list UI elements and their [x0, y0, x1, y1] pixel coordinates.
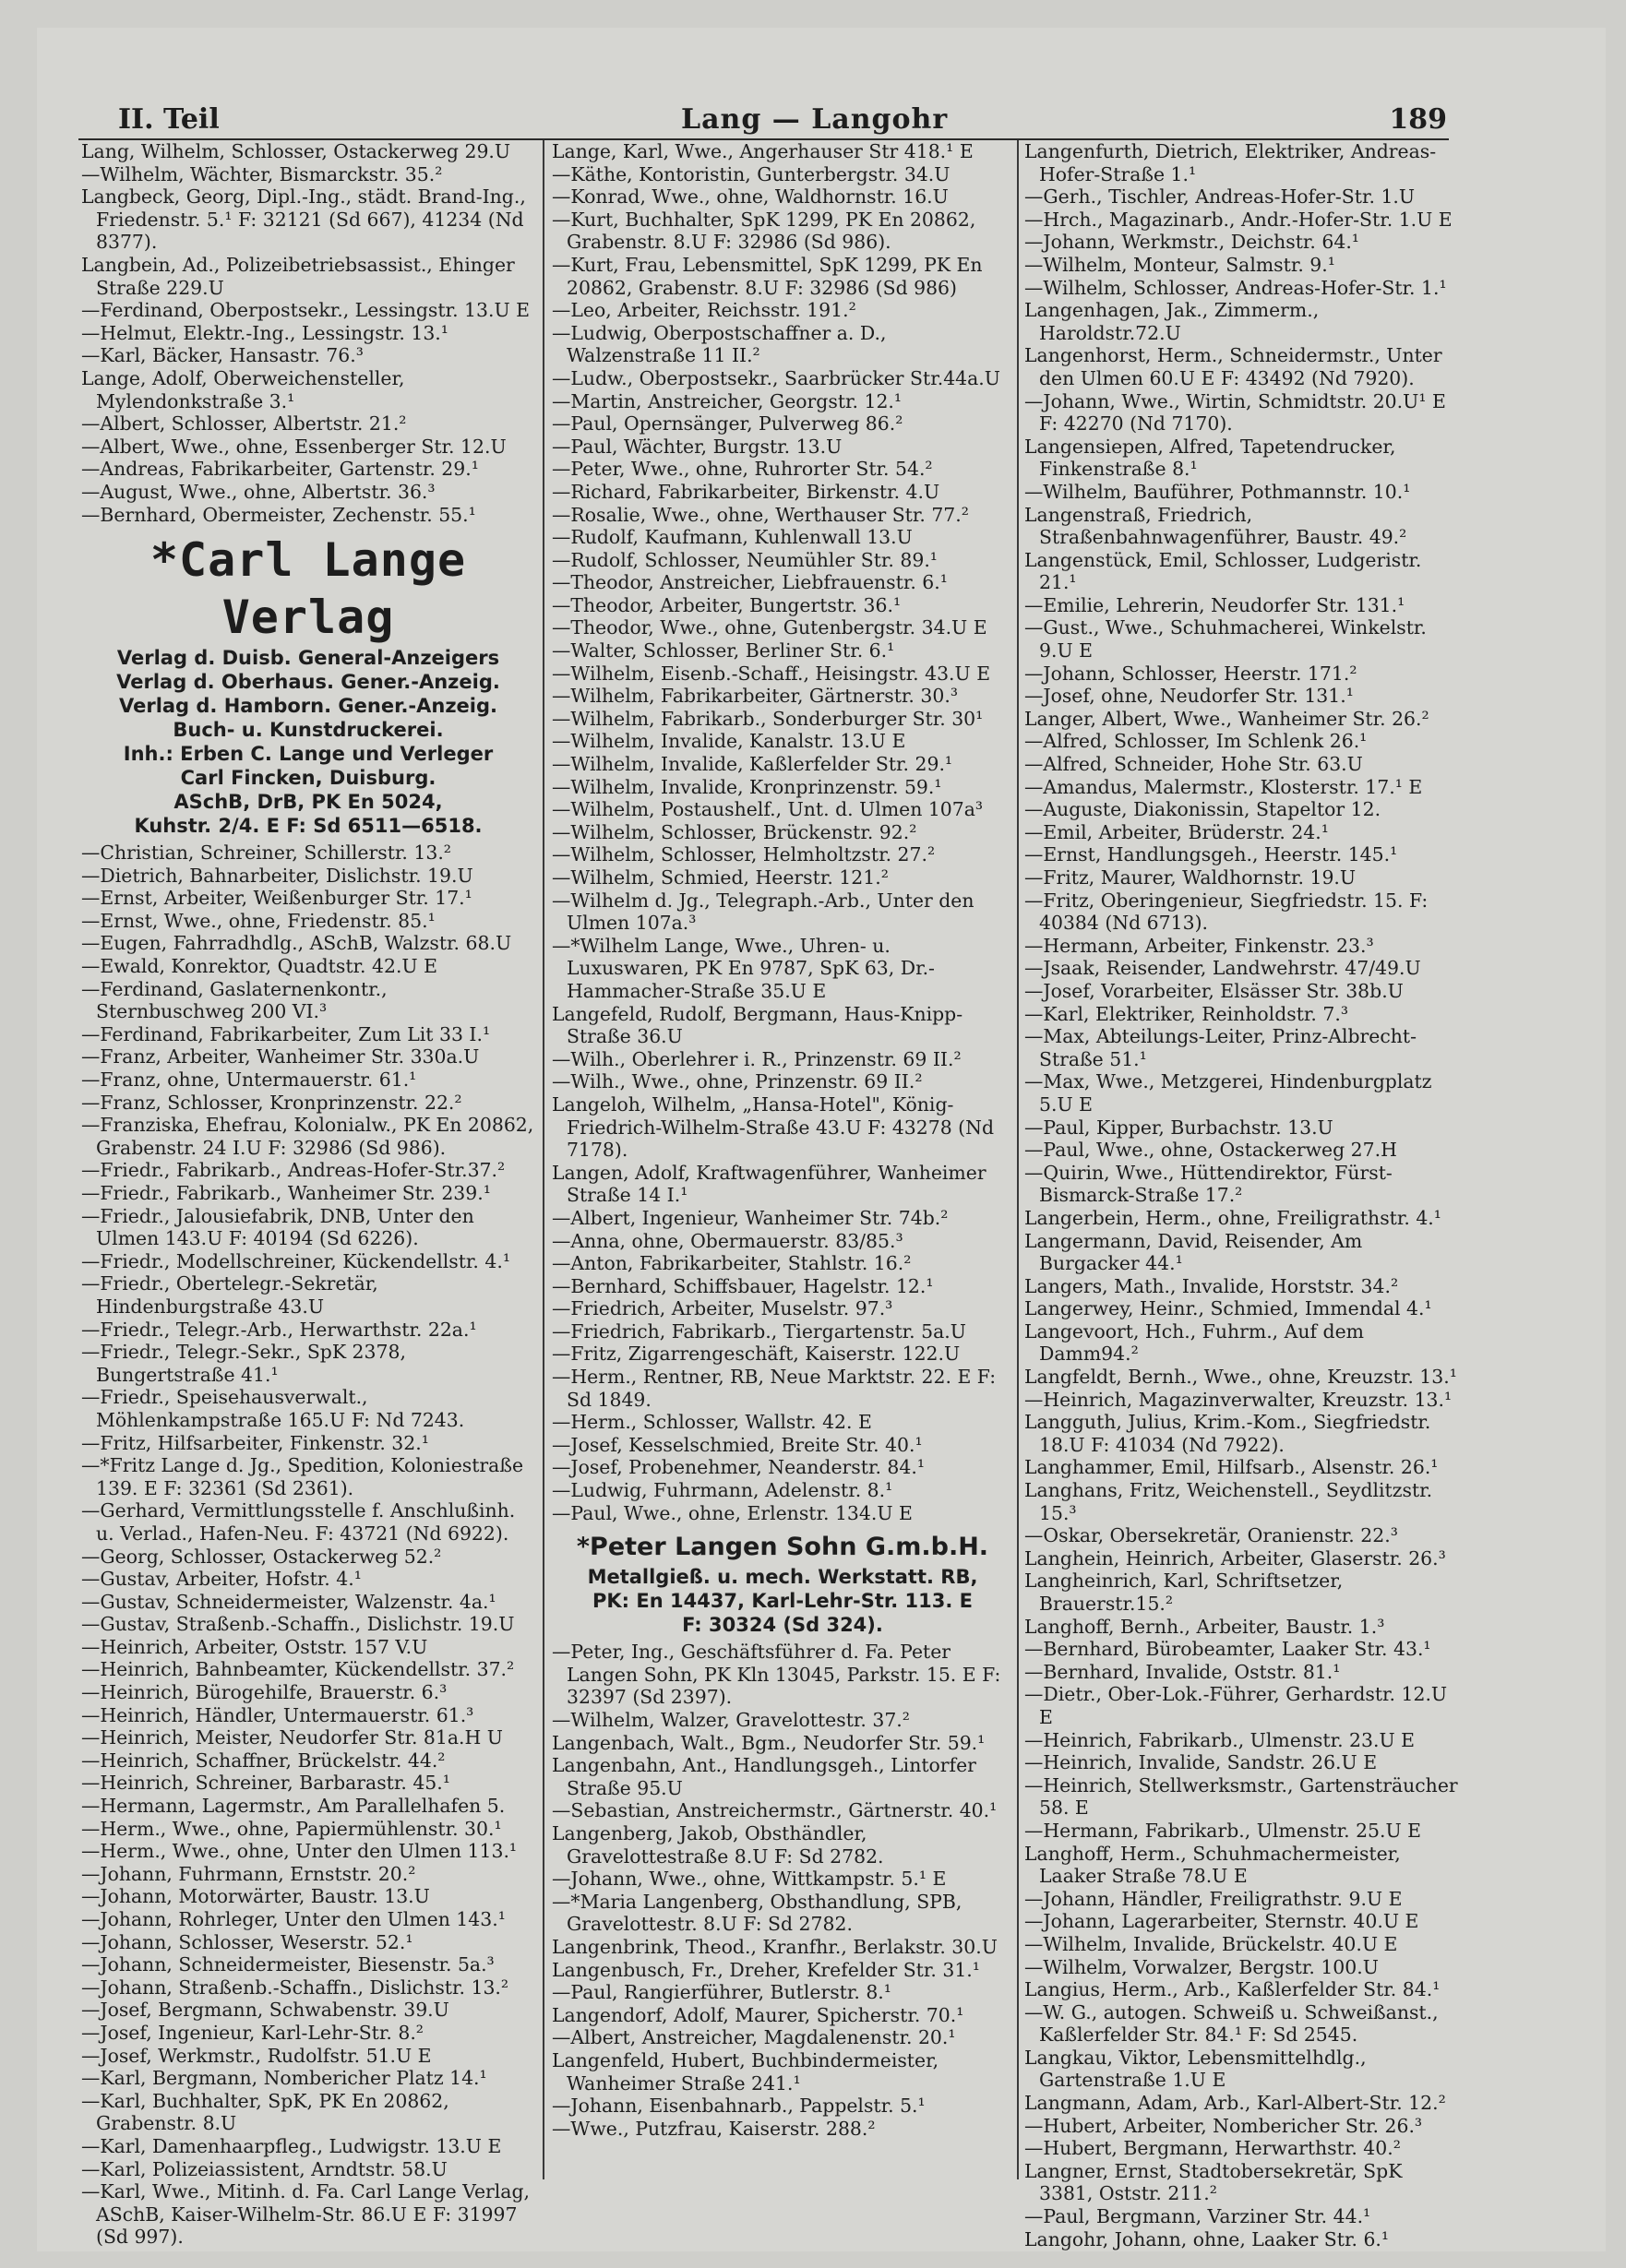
directory-entry: —Herm., Wwe., ohne, Papiermühlenstr. 30.¹ — [81, 1817, 502, 1840]
directory-entry: —Emilie, Lehrerin, Neudorfer Str. 131.¹ — [1024, 593, 1405, 616]
directory-entry: —Karl, Polizeiassistent, Arndtstr. 58.U — [81, 2157, 448, 2180]
directory-entry: Langerbein, Herm., ohne, Freiligrathstr. 4.¹ — [1024, 1206, 1441, 1229]
directory-entry: —*Maria Langenberg, Obsthandlung, SPB, Gravelottestr. 8.U F: Sd 2782. — [552, 1890, 962, 1936]
page-header — [81, 103, 1447, 140]
directory-entry: —Heinrich, Bahnbeamter, Kückendellstr. 37.² — [81, 1658, 515, 1681]
entries-col1-bottom — [81, 842, 535, 2249]
directory-entry: —Hubert, Bergmann, Herwarthstr. 40.² — [1024, 2137, 1401, 2160]
directory-entry: Langendorf, Adolf, Maurer, Spicherstr. 70.¹ — [552, 2003, 964, 2026]
directory-entry: —Kurt, Frau, Lebensmittel, SpK 1299, PK En 20862, Grabenstr. 8.U F: 32986 (Sd 986) — [552, 253, 983, 299]
directory-entry: —Ernst, Wwe., ohne, Friedenstr. 85.¹ — [81, 909, 436, 932]
directory-entry: —Bernhard, Schiffsbauer, Hagelstr. 12.¹ — [552, 1274, 934, 1297]
directory-entry: —Friedr., Telegr.-Sekr., SpK 2378, Bungertstraße 41.¹ — [81, 1341, 406, 1386]
directory-entry: —Paul, Kipper, Burbachstr. 13.U — [1024, 1116, 1333, 1139]
directory-entry: —Hermann, Fabrikarb., Ulmenstr. 25.U E — [1024, 1819, 1422, 1842]
directory-entry: —Wilhelm, Schlosser, Helmholtzstr. 27.² — [552, 843, 936, 866]
directory-entry: —Heinrich, Fabrikarb., Ulmenstr. 23.U E — [1024, 1728, 1416, 1751]
directory-entry: —Max, Abteilungs-Leiter, Prinz-Albrecht-Straße 51.¹ — [1024, 1025, 1417, 1070]
directory-entry: —Rudolf, Schlosser, Neumühler Str. 89.¹ — [552, 548, 938, 571]
directory-entry: —Wilhelm, Schlosser, Brückenstr. 92.² — [552, 820, 917, 843]
directory-entry: —Theodor, Arbeiter, Bungertstr. 36.¹ — [552, 593, 902, 616]
ad-title: *Peter Langen Sohn G.m.b.H. — [576, 1533, 989, 1562]
directory-entry: Langhein, Heinrich, Arbeiter, Glaserstr. 26.³ — [1024, 1546, 1446, 1570]
directory-entry: —Fritz, Hilfsarbeiter, Finkenstr. 32.¹ — [81, 1431, 429, 1454]
directory-entry: —Alfred, Schlosser, Im Schlenk 26.¹ — [1024, 730, 1368, 753]
directory-entry: —Ewald, Konrektor, Quadtstr. 42.U E — [81, 955, 437, 978]
ad-line: Verlag d. Oberhaus. Gener.-Anzeig. — [116, 671, 500, 694]
entries-col1-top — [81, 140, 535, 526]
directory-entry: —Karl, Damenhaarpfleg., Ludwigstr. 13.U E — [81, 2134, 502, 2157]
directory-entry: Langhoff, Herm., Schuhmachermeister, Laaker Straße 78.U E — [1024, 1842, 1401, 1888]
ad-line: Buch- u. Kunstdruckerei. — [173, 719, 444, 742]
directory-entry: Langkau, Viktor, Lebensmittelhdlg., Gartenstraße 1.U E — [1024, 2046, 1367, 2092]
page-number: 189 — [1389, 103, 1447, 136]
directory-entry: —Johann, Werkmstr., Deichstr. 64.¹ — [1024, 231, 1359, 254]
directory-entry: Langbeck, Georg, Dipl.-Ing., städt. Brand-Ing., Friedenstr. 5.¹ F: 32121 (Sd 667), 41234 (Nd 8377). — [81, 185, 526, 254]
column-divider — [543, 140, 544, 2179]
directory-entry: —Johann, Wwe., Wirtin, Schmidtstr. 20.U¹ E F: 42270 (Nd 7170). — [1024, 389, 1446, 436]
directory-entry: —Bernhard, Bürobeamter, Laaker Str. 43.¹ — [1024, 1638, 1431, 1661]
directory-entry: —Wilhelm, Wächter, Bismarckstr. 35.² — [81, 162, 443, 185]
directory-entry: —Johann, Schlosser, Heerstr. 171.² — [1024, 662, 1357, 685]
directory-entry: Langner, Ernst, Stadtobersekretär, SpK 3381, Oststr. 211.² — [1024, 2159, 1403, 2205]
entries-col3 — [1024, 140, 1458, 2250]
directory-entry: Langermann, David, Reisender, Am Burgacker 44.¹ — [1024, 1229, 1363, 1275]
directory-entry: —Fritz, Maurer, Waldhornstr. 19.U — [1024, 866, 1357, 889]
directory-entry: —Martin, Anstreicher, Georgstr. 12.¹ — [552, 389, 903, 412]
directory-entry: —Alfred, Schneider, Hohe Str. 63.U — [1024, 753, 1363, 776]
directory-entry: —Paul, Opernsänger, Pulverweg 86.² — [552, 412, 903, 436]
directory-entry: —Gust., Wwe., Schuhmacherei, Winkelstr. 9.U E — [1024, 616, 1427, 662]
directory-entry: —Heinrich, Schaffner, Brückelstr. 44.² — [81, 1749, 446, 1772]
directory-entry: —Friedrich, Fabrikarb., Tiergartenstr. 5a.U — [552, 1319, 966, 1343]
directory-entry: —Fritz, Oberingenieur, Siegfriedstr. 15. F: 40384 (Nd 6713). — [1024, 889, 1429, 935]
ad-line: F: 30324 (Sd 324). — [682, 1614, 883, 1637]
directory-entry: —Fritz, Zigarrengeschäft, Kaiserstr. 122.U — [552, 1343, 961, 1366]
directory-entry: —Heinrich, Händler, Untermauerstr. 61.³ — [81, 1703, 474, 1726]
directory-entry: —Ernst, Arbeiter, Weißenburger Str. 17.¹ — [81, 887, 472, 910]
directory-entry: Langhoff, Bernh., Arbeiter, Baustr. 1.³ — [1024, 1615, 1385, 1638]
directory-entry: —Johann, Wwe., ohne, Wittkampstr. 5.¹ E — [552, 1868, 947, 1891]
directory-entry: Langenfeld, Hubert, Buchbindermeister, Wanheimer Straße 241.¹ — [552, 2048, 939, 2095]
ad-title: *Carl Lange Verlag — [149, 533, 467, 645]
directory-entry: —Emil, Arbeiter, Brüderstr. 24.¹ — [1024, 820, 1329, 843]
directory-entry: —Christian, Schreiner, Schillerstr. 13.² — [81, 842, 451, 865]
directory-entry: —Johann, Fuhrmann, Ernststr. 20.² — [81, 1862, 416, 1885]
directory-entry: —Jsaak, Reisender, Landwehrstr. 47/49.U — [1024, 957, 1421, 980]
directory-entry: —Amandus, Malermstr., Klosterstr. 17.¹ E — [1024, 775, 1423, 798]
directory-entry: —Georg, Schlosser, Ostackerweg 52.² — [81, 1545, 442, 1568]
directory-entry: —Karl, Elektriker, Reinholdstr. 7.³ — [1024, 1002, 1349, 1025]
directory-entry: —Friedr., Jalousiefabrik, DNB, Unter den Ulmen 143.U F: 40194 (Sd 6226). — [81, 1204, 474, 1250]
directory-entry: —Hermann, Lagermstr., Am Parallelhafen 5. — [81, 1795, 506, 1818]
directory-entry: Langohr, Johann, ohne, Laaker Str. 6.¹ — [1024, 2227, 1390, 2250]
directory-entry: Langius, Herm., Arb., Kaßlerfelder Str. 84.¹ — [1024, 1978, 1441, 2001]
column-1 — [81, 140, 535, 2249]
directory-entry: —Eugen, Fahrradhdlg., ASchB, Walzstr. 68.U — [81, 932, 512, 955]
entries-col2-top — [552, 140, 1013, 1524]
ad-line: Metallgieß. u. mech. Werkstatt. RB, — [587, 1566, 978, 1589]
ad-line: Verlag d. Duisb. General-Anzeigers — [116, 647, 500, 670]
directory-entry: Langenhagen, Jak., Zimmerm., Haroldstr.72.U — [1024, 299, 1320, 344]
directory-entry: —Rudolf, Kaufmann, Kuhlenwall 13.U — [552, 526, 913, 549]
directory-entry: —Walter, Schlosser, Berliner Str. 6.¹ — [552, 639, 895, 662]
directory-entry: —Albert, Ingenieur, Wanheimer Str. 74b.² — [552, 1206, 949, 1229]
directory-entry: —Josef, Kesselschmied, Breite Str. 40.¹ — [552, 1433, 923, 1456]
directory-entry: —Leo, Arbeiter, Reichsstr. 191.² — [552, 299, 856, 322]
directory-entry: Langevoort, Hch., Fuhrm., Auf dem Damm94.² — [1024, 1319, 1364, 1366]
directory-entry: —Paul, Bergmann, Varziner Str. 44.¹ — [1024, 2205, 1371, 2228]
directory-entry: —Gerhard, Vermittlungsstelle f. Anschlußinh. u. Verlad., Hafen-Neu. F: 43721 (Nd 6922). — [81, 1499, 516, 1545]
directory-entry: —Wilhelm, Schlosser, Andreas-Hofer-Str. 1.¹ — [1024, 276, 1447, 299]
directory-entry: —Josef, Ingenieur, Karl-Lehr-Str. 8.² — [81, 2021, 424, 2044]
directory-entry: —Heinrich, Magazinverwalter, Kreuzstr. 13.¹ — [1024, 1388, 1453, 1411]
directory-entry: —Johann, Händler, Freiligrathstr. 9.U E — [1024, 1887, 1403, 1910]
directory-entry: —Helmut, Elektr.-Ing., Lessingstr. 13.¹ — [81, 321, 448, 344]
directory-entry: Langguth, Julius, Krim.-Kom., Siegfriedstr. 18.U F: 41034 (Nd 7922). — [1024, 1411, 1431, 1456]
directory-entry: —Johann, Schneidermeister, Biesenstr. 5a.³ — [81, 1953, 495, 1976]
ad-peter-langen-sohn — [552, 1530, 1013, 1637]
directory-entry: —Josef, ohne, Neudorfer Str. 131.¹ — [1024, 685, 1354, 708]
directory-entry: —Hrch., Magazinarb., Andr.-Hofer-Str. 1.U E — [1024, 208, 1453, 231]
directory-entry: —Hubert, Arbeiter, Nombericher Str. 26.³ — [1024, 2114, 1423, 2137]
directory-entry: —Friedr., Telegr.-Arb., Herwarthstr. 22a.¹ — [81, 1318, 477, 1341]
directory-entry: —Gustav, Schneidermeister, Walzenstr. 4a.¹ — [81, 1590, 496, 1613]
directory-entry: Langenstraß, Friedrich, Straßenbahnwagenführer, Baustr. 49.² — [1024, 503, 1407, 549]
directory-entry: Langhammer, Emil, Hilfsarb., Alsenstr. 26.¹ — [1024, 1456, 1439, 1479]
directory-entry: Langefeld, Rudolf, Bergmann, Haus-Knipp-Straße 36.U — [552, 1002, 963, 1048]
directory-entry: —Wilhelm, Invalide, Kanalstr. 13.U E — [552, 730, 906, 753]
directory-entry: —Wilhelm, Monteur, Salmstr. 9.¹ — [1024, 253, 1335, 276]
entries-col2-bottom — [552, 1641, 1013, 2140]
directory-entry: Langbein, Ad., Polizeibetriebsassist., Ehinger Straße 229.U — [81, 253, 515, 299]
directory-entry: Lange, Adolf, Oberweichensteller, Mylendonkstraße 3.¹ — [81, 366, 405, 412]
directory-entry: —Ernst, Handlungsgeh., Heerstr. 145.¹ — [1024, 843, 1398, 866]
directory-entry: —Rosalie, Wwe., ohne, Werthauser Str. 77.² — [552, 503, 969, 526]
directory-entry: Langenbrink, Theod., Kranfhr., Berlakstr. 30.U — [552, 1935, 998, 1958]
directory-entry: —Auguste, Diakonissin, Stapeltor 12. — [1024, 798, 1381, 821]
directory-entry: —Heinrich, Schreiner, Barbarastr. 45.¹ — [81, 1772, 450, 1795]
directory-entry: —Franz, Schlosser, Kronprinzenstr. 22.² — [81, 1091, 462, 1114]
directory-entry: —Herm., Wwe., ohne, Unter den Ulmen 113.¹ — [81, 1840, 518, 1863]
directory-entry: —Josef, Vorarbeiter, Elsässer Str. 38b.U — [1024, 979, 1404, 1002]
directory-entry: Langhans, Fritz, Weichenstell., Seydlitzstr. 15.³ — [1024, 1479, 1433, 1524]
directory-entry: —Ludw., Oberpostsekr., Saarbrücker Str.44a.U — [552, 366, 1000, 389]
directory-entry: —Wilhelm, Eisenb.-Schaff., Heisingstr. 43.U E — [552, 662, 991, 685]
directory-entry: —Dietr., Ober-Lok.-Führer, Gerhardstr. 12.U E — [1024, 1683, 1448, 1728]
directory-entry: —August, Wwe., ohne, Albertstr. 36.³ — [81, 480, 436, 503]
directory-entry: —Paul, Wwe., ohne, Ostackerweg 27.H — [1024, 1139, 1397, 1162]
directory-entry: —*Wilhelm Lange, Wwe., Uhren- u. Luxuswaren, PK En 9787, SpK 63, Dr.-Hammacher-Straße 35.U E — [552, 934, 935, 1002]
directory-entry: Langenbusch, Fr., Dreher, Krefelder Str. 31.¹ — [552, 1958, 980, 1981]
directory-entry: —Wilhelm, Bauführer, Pothmannstr. 10.¹ — [1024, 480, 1411, 503]
directory-entry: —Gustav, Straßenb.-Schaffn., Dislichstr. 19.U — [81, 1613, 515, 1636]
directory-entry: —Karl, Bergmann, Nombericher Platz 14.¹ — [81, 2067, 487, 2090]
directory-entry: —Heinrich, Arbeiter, Oststr. 157 V.U — [81, 1635, 428, 1658]
directory-entry: —Peter, Ing., Geschäftsführer d. Fa. Peter Langen Sohn, PK Kln 13045, Parkstr. 15. E F: 32397 (Sd 2397). — [552, 1641, 1001, 1709]
directory-entry: —Käthe, Kontoristin, Gunterbergstr. 34.U — [552, 162, 950, 185]
directory-entry: —Franziska, Ehefrau, Kolonialw., PK En 20862, Grabenstr. 24 I.U F: 32986 (Sd 986). — [81, 1114, 534, 1159]
directory-entry: —Franz, ohne, Untermauerstr. 61.¹ — [81, 1068, 417, 1092]
directory-entry: Langenfurth, Dietrich, Elektriker, Andreas-Hofer-Straße 1.¹ — [1024, 140, 1437, 185]
directory-entry: —Ferdinand, Gaslaternenkontr., Sternbuschweg 200 VI.³ — [81, 977, 388, 1023]
directory-entry: —Wilhelm, Walzer, Gravelottestr. 37.² — [552, 1709, 910, 1731]
directory-entry: —Dietrich, Bahnarbeiter, Dislichstr. 19.U — [81, 864, 473, 887]
directory-entry: —Theodor, Anstreicher, Liebfrauenstr. 6.¹ — [552, 571, 948, 594]
directory-entry: —Ferdinand, Fabrikarbeiter, Zum Lit 33 I.¹ — [81, 1022, 491, 1045]
ad-line: PK: En 14437, Karl-Lehr-Str. 113. E — [592, 1590, 973, 1613]
directory-entry: —Albert, Anstreicher, Magdalenenstr. 20.¹ — [552, 2026, 956, 2049]
directory-entry: Langmann, Adam, Arb., Karl-Albert-Str. 12.² — [1024, 2092, 1446, 2115]
directory-entry: —Oskar, Obersekretär, Oranienstr. 22.³ — [1024, 1524, 1398, 1547]
directory-entry: —Wilh., Wwe., ohne, Prinzenstr. 69 II.² — [552, 1070, 923, 1093]
directory-entry: —Heinrich, Invalide, Sandstr. 26.U E — [1024, 1751, 1378, 1774]
directory-entry: —Heinrich, Bürogehilfe, Brauerstr. 6.³ — [81, 1681, 448, 1704]
directory-entry: —Herm., Rentner, RB, Neue Marktstr. 22. E F: Sd 1849. — [552, 1366, 997, 1411]
directory-entry: —Bernhard, Invalide, Oststr. 81.¹ — [1024, 1660, 1341, 1683]
directory-entry: Langenhorst, Herm., Schneidermstr., Unter den Ulmen 60.U E F: 43492 (Nd 7920). — [1024, 344, 1442, 389]
directory-entry: —Theodor, Wwe., ohne, Gutenbergstr. 34.U E — [552, 616, 987, 639]
directory-entry: —Richard, Fabrikarbeiter, Birkenstr. 4.U — [552, 480, 940, 503]
directory-entry: Langen, Adolf, Kraftwagenführer, Wanheimer Straße 14 I.¹ — [552, 1161, 986, 1207]
directory-entry: Langfeldt, Bernh., Wwe., ohne, Kreuzstr. 13.¹ — [1024, 1366, 1457, 1389]
directory-entry: —Ludwig, Oberpostschaffner a. D., Walzenstraße 11 II.² — [552, 321, 887, 367]
directory-entry: Langers, Math., Invalide, Horststr. 34.² — [1024, 1274, 1399, 1297]
ad-line: Verlag d. Hamborn. Gener.-Anzeig. — [118, 695, 498, 718]
directory-entry: Lang, Wilhelm, Schlosser, Ostackerweg 29.U — [81, 140, 511, 162]
directory-entry: —Karl, Buchhalter, SpK, PK En 20862, Grabenstr. 8.U — [81, 2089, 449, 2135]
directory-entry: Langensiepen, Alfred, Tapetendrucker, Finkenstraße 8.¹ — [1024, 435, 1396, 481]
directory-entry: —Bernhard, Obermeister, Zechenstr. 55.¹ — [81, 503, 476, 526]
directory-entry: —Albert, Wwe., ohne, Essenberger Str. 12.U — [81, 435, 507, 458]
directory-entry: —Wilhelm, Schmied, Heerstr. 121.² — [552, 866, 889, 889]
directory-entry: —Ferdinand, Oberpostsekr., Lessingstr. 13.U E — [81, 299, 531, 322]
column-divider — [1017, 140, 1019, 2179]
directory-entry: Langenbach, Walt., Bgm., Neudorfer Str. 59.¹ — [552, 1731, 986, 1754]
directory-entry: —Gerh., Tischler, Andreas-Hofer-Str. 1.U — [1024, 185, 1416, 209]
directory-entry: —Johann, Schlosser, Weserstr. 52.¹ — [81, 1930, 413, 1953]
directory-entry: —Josef, Werkmstr., Rudolfstr. 51.U E — [81, 2044, 432, 2067]
directory-entry: —Johann, Eisenbahnarb., Pappelstr. 5.¹ — [552, 2095, 926, 2118]
directory-entry: —Albert, Schlosser, Albertstr. 21.² — [81, 412, 407, 436]
directory-entry: —Kurt, Buchhalter, SpK 1299, PK En 20862, Grabenstr. 8.U F: 32986 (Sd 986). — [552, 208, 976, 254]
column-3 — [1024, 140, 1458, 2250]
directory-entry: —Josef, Bergmann, Schwabenstr. 39.U — [81, 1999, 449, 2022]
directory-entry: —Wilhelm, Vorwalzer, Bergstr. 100.U — [1024, 1955, 1379, 1978]
directory-entry: —Johann, Motorwärter, Baustr. 13.U — [81, 1885, 430, 1908]
ad-line: Inh.: Erben C. Lange und Verleger — [123, 743, 494, 766]
directory-entry: Langenberg, Jakob, Obsthändler, Gravelottestraße 8.U F: Sd 2782. — [552, 1821, 884, 1868]
directory-entry: —Paul, Rangierführer, Butlerstr. 8.¹ — [552, 1981, 891, 2004]
directory-entry: —Ludwig, Fuhrmann, Adelenstr. 8.¹ — [552, 1479, 893, 1502]
directory-entry: Langeloh, Wilhelm, „Hansa-Hotel", König-Friedrich-Wilhelm-Straße 43.U F: 43278 (Nd 7178). — [552, 1092, 995, 1162]
directory-entry: —Friedr., Speisehausverwalt., Möhlenkampstraße 165.U F: Nd 7243. — [81, 1386, 465, 1431]
directory-entry: —Friedr., Fabrikarb., Andreas-Hofer-Str.37.² — [81, 1159, 506, 1182]
directory-entry: —Max, Wwe., Metzgerei, Hindenburgplatz 5.U E — [1024, 1070, 1432, 1116]
directory-entry: —Johann, Rohrleger, Unter den Ulmen 143.¹ — [81, 1908, 506, 1930]
directory-entry: —Wilhelm, Invalide, Kronprinzenstr. 59.¹ — [552, 775, 942, 798]
ad-line: Kuhstr. 2/4. E F: Sd 6511—6518. — [134, 815, 483, 838]
directory-entry: —Wilhelm, Invalide, Kaßlerfelder Str. 29.¹ — [552, 753, 953, 776]
directory-entry: —Friedrich, Arbeiter, Muselstr. 97.³ — [552, 1297, 893, 1320]
column-2 — [552, 140, 1013, 2179]
directory-entry: —Friedr., Modellschreiner, Kückendellstr. 4.¹ — [81, 1249, 511, 1272]
running-head: Lang — Langohr — [681, 103, 949, 136]
directory-entry: Langer, Albert, Wwe., Wanheimer Str. 26.² — [1024, 707, 1429, 730]
directory-entry: —Andreas, Fabrikarbeiter, Gartenstr. 29.¹ — [81, 458, 479, 481]
directory-entry: —Johann, Straßenb.-Schaffn., Dislichstr. 13.² — [81, 1976, 509, 1999]
directory-entry: —Wilhelm, Invalide, Brückelstr. 40.U E — [1024, 1932, 1398, 1955]
directory-entry: —Anna, ohne, Obermauerstr. 83/85.³ — [552, 1229, 903, 1252]
directory-entry: —Wwe., Putzfrau, Kaiserstr. 288.² — [552, 2117, 876, 2140]
directory-entry: Langenbahn, Ant., Handlungsgeh., Lintorfer Straße 95.U — [552, 1754, 976, 1799]
ad-line: ASchB, DrB, PK En 5024, — [173, 791, 443, 814]
directory-entry: Langenstück, Emil, Schlosser, Ludgeristr. 21.¹ — [1024, 548, 1422, 594]
directory-entry: —Wilhelm, Postaushelf., Unt. d. Ulmen 107a³ — [552, 798, 984, 821]
directory-entry: —Karl, Wwe., Mitinh. d. Fa. Carl Lange Verlag, ASchB, Kaiser-Wilhelm-Str. 86.U E F: 31997 (Sd 997). — [81, 2180, 530, 2249]
directory-entry: Langheinrich, Karl, Schriftsetzer, Brauerstr.15.² — [1024, 1570, 1344, 1615]
directory-entry: —Gustav, Arbeiter, Hofstr. 4.¹ — [81, 1568, 362, 1591]
directory-entry: —Josef, Probenehmer, Neanderstr. 84.¹ — [552, 1456, 926, 1479]
directory-entry: —Johann, Lagerarbeiter, Sternstr. 40.U E — [1024, 1910, 1419, 1933]
directory-entry: —Friedr., Obertelegr.-Sekretär, Hindenburgstraße 43.U — [81, 1272, 378, 1318]
directory-entry: —*Fritz Lange d. Jg., Spedition, Koloniestraße 139. E F: 32361 (Sd 2361). — [81, 1454, 524, 1499]
directory-entry: —Peter, Wwe., ohne, Ruhrorter Str. 54.² — [552, 458, 933, 481]
directory-entry: —Paul, Wächter, Burgstr. 13.U — [552, 435, 843, 458]
directory-entry: —Heinrich, Meister, Neudorfer Str. 81a.H U — [81, 1726, 503, 1749]
directory-entry: —Heinrich, Stellwerksmstr., Gartensträucher 58. E — [1024, 1773, 1458, 1820]
directory-entry: Lange, Karl, Wwe., Angerhauser Str 418.¹ E — [552, 140, 974, 162]
directory-entry: —Wilhelm, Fabrikarb., Sonderburger Str. 30¹ — [552, 707, 984, 730]
directory-entry: Langerwey, Heinr., Schmied, Immendal 4.¹ — [1024, 1297, 1432, 1320]
directory-entry: —Sebastian, Anstreichermstr., Gärtnerstr. 40.¹ — [552, 1799, 998, 1822]
directory-entry: —Friedr., Fabrikarb., Wanheimer Str. 239.¹ — [81, 1182, 491, 1204]
directory-entry: —Wilhelm, Fabrikarbeiter, Gärtnerstr. 30.³ — [552, 685, 958, 708]
ad-line: Carl Fincken, Duisburg. — [180, 767, 436, 790]
directory-entry: —Quirin, Wwe., Hüttendirektor, Fürst-Bismarck-Straße 17.² — [1024, 1161, 1393, 1207]
directory-entry: —Konrad, Wwe., ohne, Waldhornstr. 16.U — [552, 185, 949, 209]
directory-entry: —W. G., autogen. Schweiß u. Schweißanst., Kaßlerfelder Str. 84.¹ F: Sd 2545. — [1024, 2000, 1439, 2047]
directory-entry: —Karl, Bäcker, Hansastr. 76.³ — [81, 344, 364, 367]
directory-entry: —Hermann, Arbeiter, Finkenstr. 23.³ — [1024, 934, 1374, 957]
directory-entry: —Anton, Fabrikarbeiter, Stahlstr. 16.² — [552, 1252, 912, 1275]
directory-entry: —Paul, Wwe., ohne, Erlenstr. 134.U E — [552, 1501, 913, 1524]
ad-carl-lange-verlag — [81, 531, 535, 838]
directory-entry: —Wilh., Oberlehrer i. R., Prinzenstr. 69 II.² — [552, 1047, 962, 1070]
directory-entry: —Wilhelm d. Jg., Telegraph.-Arb., Unter den Ulmen 107a.³ — [552, 889, 974, 935]
directory-entry: —Franz, Arbeiter, Wanheimer Str. 330a.U — [81, 1045, 480, 1068]
directory-entry: —Herm., Schlosser, Wallstr. 42. E — [552, 1411, 872, 1434]
section-label: II. Teil — [118, 103, 220, 136]
